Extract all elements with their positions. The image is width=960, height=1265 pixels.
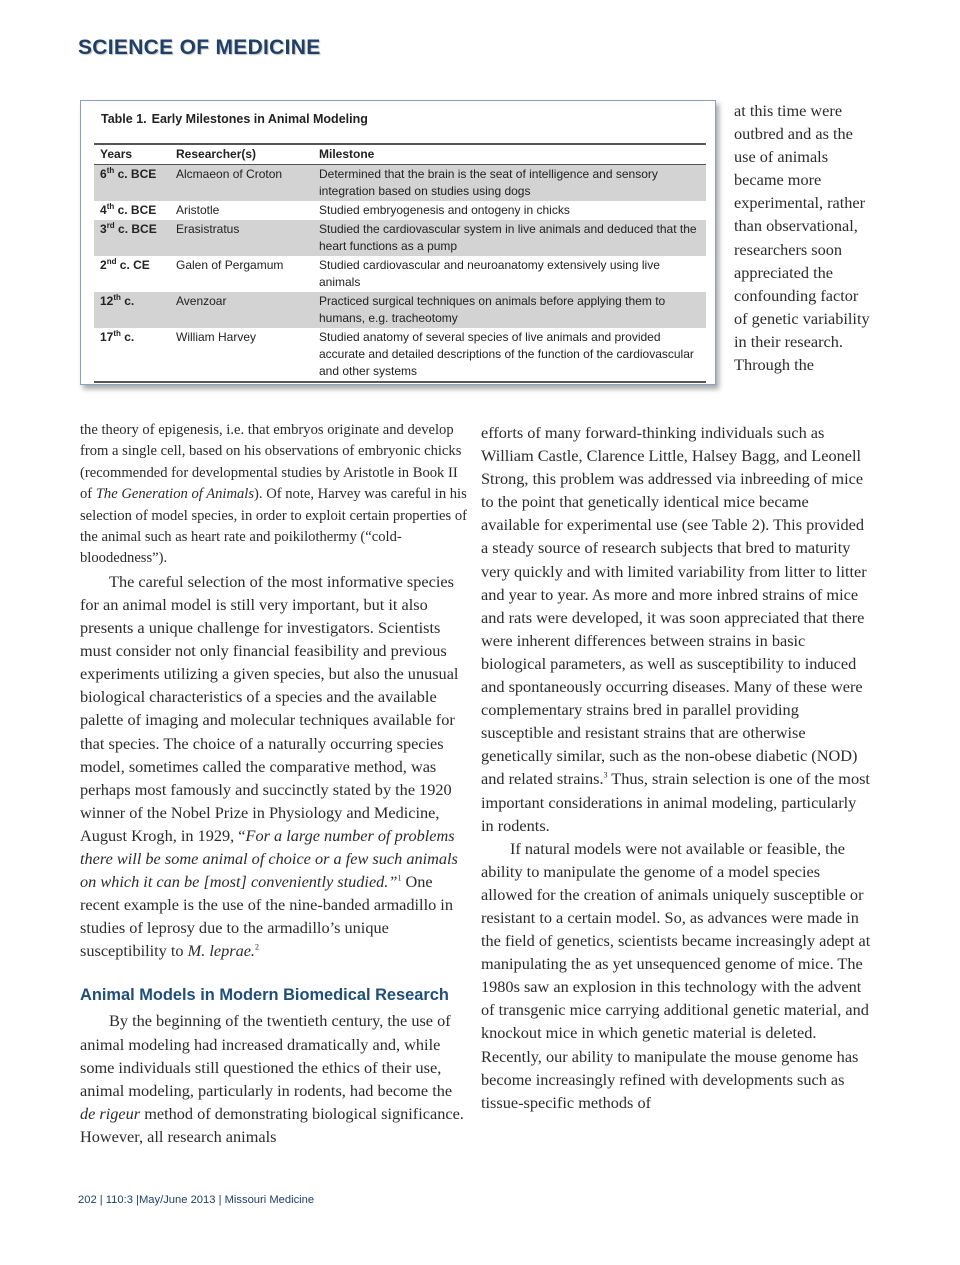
- year-cell: [94, 165, 170, 202]
- year-ordinal: rd: [106, 221, 115, 230]
- year-number: 17: [100, 330, 114, 344]
- left-column: [80, 420, 468, 1148]
- paragraph: [80, 420, 468, 570]
- year-era: c. BCE: [114, 167, 157, 181]
- year-number: 6: [100, 167, 107, 181]
- year-ordinal: th: [106, 166, 115, 175]
- year-era: c.: [120, 330, 135, 344]
- book-title: The Generation of Animals: [95, 486, 255, 503]
- reference-3: 3: [603, 770, 608, 780]
- text-run: By the beginning of the twentieth century, the use of animal modeling had increased dramatically and, while some individuals still questioned the ethics of their use, animal modeling, particularly in rodents, had become the: [80, 1011, 453, 1100]
- year-number: 4: [100, 203, 107, 217]
- paragraph: at this time were outbred and as the use of animals became more experimental, rather than observational, researchers soon appreciated the confounding factor of genetic variability in their research. Through the: [734, 101, 870, 375]
- researcher-cell: Galen of Pergamum: [176, 258, 284, 272]
- year-number: 2: [100, 258, 107, 272]
- section-title: SCIENCE OF MEDICINE: [78, 36, 321, 59]
- year-ordinal: th: [113, 329, 121, 338]
- researcher-cell: Erasistratus: [170, 220, 313, 256]
- table-caption: [101, 112, 368, 126]
- section-heading: Animal Models in Modern Biomedical Research: [80, 986, 449, 1005]
- paragraph: [80, 570, 468, 963]
- year-ordinal: nd: [106, 257, 117, 266]
- researcher-cell: Aristotle: [176, 203, 220, 217]
- paragraph: [80, 1009, 468, 1148]
- table-row: [94, 292, 706, 328]
- italic-term: de rigeur: [80, 1103, 141, 1123]
- table-1: [80, 100, 716, 385]
- year-cell: [94, 292, 170, 328]
- year-ordinal: th: [106, 202, 115, 211]
- column-header-researchers: Researcher(s): [170, 144, 313, 165]
- year-era: c.: [120, 294, 135, 308]
- column-header-milestone: Milestone: [313, 144, 706, 165]
- table-label: Table 1.: [101, 112, 147, 126]
- year-ordinal: th: [113, 293, 121, 302]
- table-row: [94, 256, 706, 292]
- milestone-cell: Studied embryogenesis and ontogeny in chicks: [319, 203, 570, 217]
- right-column: [481, 421, 871, 1114]
- researcher-cell: William Harvey: [176, 330, 257, 344]
- milestone-cell: Determined that the brain is the seat of intelligence and sensory integration based on studies using dogs: [313, 165, 706, 202]
- table-row: [94, 328, 706, 382]
- reference-2: 2: [255, 942, 260, 952]
- page-footer: 202 | 110:3 |May/June 2013 | Missouri Medicine: [78, 1194, 315, 1206]
- right-column-top-text: [734, 99, 874, 376]
- table-header-row: [94, 144, 706, 165]
- researcher-cell: Avenzoar: [170, 292, 313, 328]
- table-row: [94, 201, 706, 220]
- reference-1: 1: [397, 873, 402, 883]
- text-run: Thus, strain selection is one of the most important considerations in animal modeling, particularly in rodents.: [481, 769, 870, 835]
- table-title: Early Milestones in Animal Modeling: [151, 112, 368, 126]
- year-cell: [94, 220, 170, 256]
- year-cell: [94, 328, 170, 382]
- year-era: c. BCE: [114, 222, 157, 236]
- table-row: [94, 165, 706, 202]
- text-run: ). Of note, Harvey was careful in his selection of model species, in order to exploit certain properties of the animal such as heart rate and poikilothermy (“cold-bloodedness”).: [80, 486, 468, 567]
- column-header-years: Years: [94, 144, 170, 165]
- text-run: the theory of epigenesis, i.e. that embryos originate and develop from a single cell, based on his observations of embryonic chicks (recommended for developmental studies by Aristotle in Book II of: [80, 422, 462, 503]
- milestone-cell: Studied anatomy of several species of live animals and provided accurate and detailed descriptions of the function of the cardiovascular and other systems: [319, 330, 694, 378]
- year-era: c. CE: [116, 258, 150, 272]
- paragraph: If natural models were not available or feasible, the ability to manipulate the genome of a model species allowed for the creation of animals uniquely susceptible or resistant to a certain model. So, as advances were made in the field of genetics, scientists became increasingly adept at manipulating the as yet unsequenced genome of mice. The 1980s saw an explosion in this technology with the advent of transgenic mice carrying additional genetic material, and knockout mice in which genetic material is deleted. Recently, our ability to manipulate the mouse genome has become increasingly refined with developments such as tissue-specific methods of: [481, 838, 871, 1112]
- species-name: M. leprae.: [187, 941, 256, 961]
- year-era: c. BCE: [114, 203, 157, 217]
- paragraph: [481, 421, 871, 837]
- year-cell: [94, 256, 170, 292]
- text-run: efforts of many forward-thinking individuals such as William Castle, Clarence Little, Halsey Bagg, and Leonell Strong, this problem was addressed via inbreeding of mice to the point that genetically identical mice became available for experimental use (see Table 2). This provided a steady source of research subjects that bred to maturity very quickly and with limited variability from litter to litter and year to year. As more and more inbred strains of mice and rats were developed, it was soon appreciated that there were inherent differences between strains in basic biological parameters, as well as susceptibility to induced and spontaneously occurring diseases. Many of these were complementary strains bred in parallel providing susceptible and resistant strains that are otherwise genetically similar, such as the non-obese diabetic (NOD) and related strains.: [481, 423, 867, 789]
- milestone-cell: Studied cardiovascular and neuroanatomy extensively using live animals: [319, 258, 660, 289]
- year-number: 3: [100, 222, 107, 236]
- text-run: The careful selection of the most informative species for an animal model is still very important, but it also presents a unique challenge for investigators. Scientists must consider not only financial feasibility and previous experiments utilizing a given species, but also the unusual biological characteristics of a species and the available palette of imaging and molecular techniques available for that species. The choice of a naturally occurring species model, sometimes called the comparative method, was perhaps most famously and succinctly stated by the 1920 winner of the Nobel Prize in Physiology and Medicine, August Krogh, in 1929, “: [80, 571, 459, 845]
- table-row: [94, 220, 706, 256]
- krogh-quote: For a large number of problems there will be some animal of choice or a few such animals on which it can be [most] conveniently studied.”: [80, 825, 458, 892]
- milestone-cell: Practiced surgical techniques on animals before applying them to humans, e.g. tracheotomy: [313, 292, 706, 328]
- milestones-table: [94, 143, 706, 383]
- researcher-cell: Alcmaeon of Croton: [170, 165, 313, 202]
- text-run: One recent example is the use of the nine-banded armadillo in studies of leprosy due to the armadillo’s unique susceptibility to: [80, 872, 453, 961]
- table-body: [94, 165, 706, 383]
- year-number: 12: [100, 294, 114, 308]
- year-cell: [94, 201, 170, 220]
- milestone-cell: Studied the cardiovascular system in live animals and deduced that the heart functions as a pump: [313, 220, 706, 256]
- text-run: method of demonstrating biological significance. However, all research animals: [80, 1103, 464, 1146]
